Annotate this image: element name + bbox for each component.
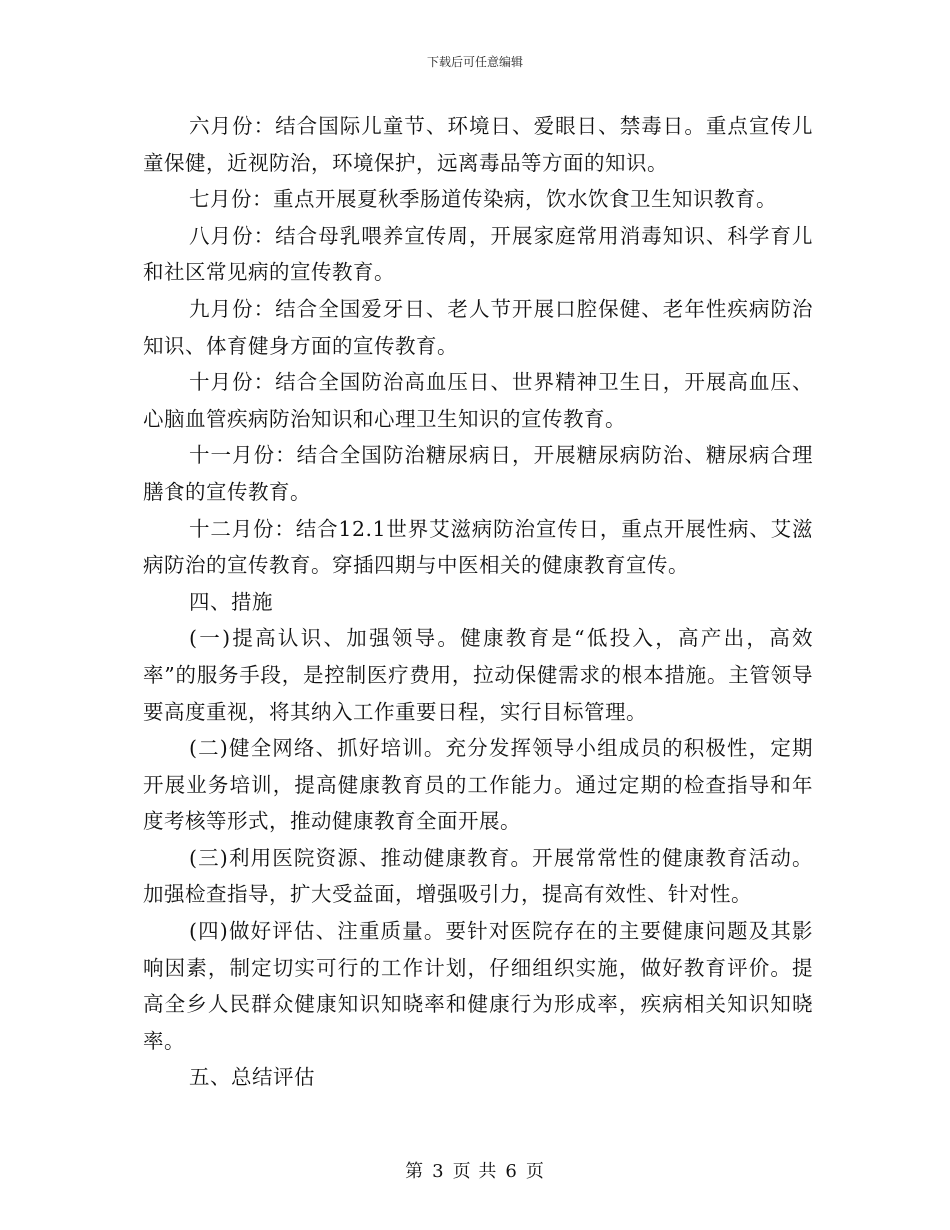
footer-suffix: 页 [525,1161,545,1182]
footer-prefix: 第 [405,1161,425,1182]
footer-middle: 页 共 [452,1161,498,1182]
page-footer [0,1157,950,1183]
paragraph-measure-2: (二)健全网络、抓好培训。充分发挥领导小组成员的积极性，定期开展业务培训，提高健康教育员的工作能力。通过定期的检查指导和年度考核等形式，推动健康教育全面开展。 [143,736,813,834]
footer-total-pages: 6 [505,1161,518,1182]
paragraph-august: 八月份：结合母乳喂养宣传周，开展家庭常用消毒知识、科学育儿和社区常见病的宣传教育。 [143,223,813,285]
paragraph-october: 十月份：结合全国防治高血压日、世界精神卫生日，开展高血压、心脑血管疾病防治知识和心理卫生知识的宣传教育。 [143,370,813,431]
paragraph-measure-3: (三)利用医院资源、推动健康教育。开展常常性的健康教育活动。加强检查指导，扩大受益面，增强吸引力，提高有效性、针对性。 [143,845,813,907]
paragraph-measure-4: (四)做好评估、注重质量。要针对医院存在的主要健康问题及其影响因素，制定切实可行的工作计划，仔细组织实施，做好教育评价。提高全乡人民群众健康知识知晓率和健康行为形成率，疾病相关知识知晓率。 [143,919,813,1053]
footer-page-number: 3 [432,1161,445,1182]
paragraph-july: 七月份：重点开展夏秋季肠道传染病，饮水饮食卫生知识教育。 [189,187,777,212]
page-header: 下载后可任意编辑 [426,55,523,69]
paragraph-measure-1: (一)提高认识、加强领导。健康教育是“低投入，高产出，高效率”的服务手段，是控制医疗费用，拉动保健需求的根本措施。主管领导要高度重视，将其纳入工作重要日程，实行目标管理。 [143,626,813,724]
document-body [143,108,813,1096]
paragraph-december: 十二月份：结合12.1世界艾滋病防治宣传日，重点开展性病、艾滋病防治的宣传教育。穿插四期与中医相关的健康教育宣传。 [143,516,813,578]
section-heading-measures: 四、措施 [189,589,273,614]
paragraph-september: 九月份：结合全国爱牙日、老人节开展口腔保健、老年性疾病防治知识、体育健身方面的宣传教育。 [143,296,813,358]
paragraph-june: 六月份：结合国际儿童节、环境日、爱眼日、禁毒日。重点宣传儿童保健，近视防治，环境保护，远离毒品等方面的知识。 [143,114,813,175]
paragraph-november: 十一月份：结合全国防治糖尿病日，开展糖尿病防治、糖尿病合理膳食的宣传教育。 [143,443,813,504]
section-heading-evaluation: 五、总结评估 [189,1065,315,1090]
